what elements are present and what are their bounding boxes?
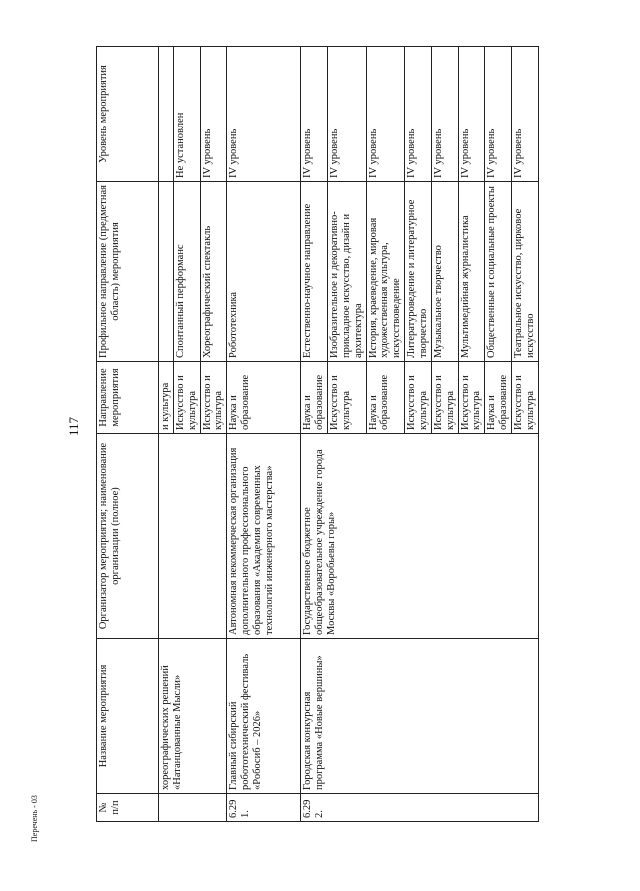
level-cell: IV уровень	[227, 47, 301, 182]
level-cell	[159, 47, 174, 182]
direction-cell: Наука и образование	[301, 362, 328, 434]
event-name-cell: Городская конкурсная программа «Новые вершины»	[301, 639, 538, 794]
event-name-cell: Главный сибирский робототехнический фестиваль «Робосиб – 2026»	[227, 639, 301, 794]
page-number: 117	[66, 416, 81, 436]
level-cell: Не установлен	[173, 47, 200, 182]
direction-cell: Наука и образование	[485, 362, 512, 434]
profile-cell: Музыкальное творчество	[431, 182, 458, 362]
table-header-row	[97, 47, 159, 822]
header-organizer: Организатор мероприятия; наименование организации (полное)	[97, 434, 159, 639]
profile-cell	[159, 182, 174, 362]
profile-cell: Театральное искусство, цирковое искусство	[512, 182, 539, 362]
table-row	[227, 47, 301, 822]
organizer-cell: Автономная некоммерческая организация дополнительного профессионального образования «Академия современных технологий инженерного мастерства»	[227, 434, 301, 639]
table-row	[301, 47, 328, 822]
profile-cell: Естественно-научное направление	[301, 182, 328, 362]
direction-cell: Наука и образование	[227, 362, 301, 434]
header-num: № п/п	[97, 794, 159, 822]
cont-num-cell	[159, 794, 227, 822]
header-profile: Профильное направление (предметная область) мероприятия	[97, 182, 159, 362]
level-cell: IV уровень	[200, 47, 227, 182]
cont-organizer-cell	[159, 434, 227, 639]
profile-cell: Мультимедийная журналистика	[458, 182, 485, 362]
header-direction: Направление мероприятия	[97, 362, 159, 434]
direction-cell: Искусство и культура	[431, 362, 458, 434]
profile-cell: История, краеведение, мировая художественная культура, искусствоведение	[366, 182, 405, 362]
profile-cell: Общественные и социальные проекты	[485, 182, 512, 362]
direction-cell: Искусство и культура	[458, 362, 485, 434]
direction-cell: Искусство и культура	[200, 362, 227, 434]
direction-cell: Искусство и культура	[328, 362, 367, 434]
level-cell: IV уровень	[405, 47, 432, 182]
profile-cell: Спонтанный перформанс	[173, 182, 200, 362]
profile-cell: Хореографический спектакль	[200, 182, 227, 362]
level-cell: IV уровень	[301, 47, 328, 182]
page-footer: Перечень - 03	[30, 795, 39, 842]
row-num-cell: 6.291.	[227, 794, 301, 822]
table-row	[159, 47, 174, 822]
organizer-cell: Государственное бюджетное общеобразовательное учреждение города Москвы «Воробьевы горы»	[301, 434, 538, 639]
level-cell: IV уровень	[512, 47, 539, 182]
profile-cell: Изобразительное и декоративно-прикладное искусство, дизайн и архитектура	[328, 182, 367, 362]
level-cell: IV уровень	[328, 47, 367, 182]
row-num-cell: 6.292.	[301, 794, 538, 822]
events-table	[96, 46, 539, 822]
profile-cell: Литературоведение и литературное творчество	[405, 182, 432, 362]
direction-cell: Искусство и культура	[512, 362, 539, 434]
events-table-frame	[96, 47, 536, 822]
cont-event-cell: хореографических решений «Натанцованные Мысли»	[159, 639, 227, 794]
level-cell: IV уровень	[366, 47, 405, 182]
direction-cell: и культура	[159, 362, 174, 434]
direction-cell: Искусство и культура	[405, 362, 432, 434]
profile-cell: Робототехника	[227, 182, 301, 362]
header-event: Название мероприятия	[97, 639, 159, 794]
level-cell: IV уровень	[458, 47, 485, 182]
direction-cell: Наука и образование	[366, 362, 405, 434]
header-level: Уровень мероприятия	[97, 47, 159, 182]
level-cell: IV уровень	[431, 47, 458, 182]
level-cell: IV уровень	[485, 47, 512, 182]
direction-cell: Искусство и культура	[173, 362, 200, 434]
